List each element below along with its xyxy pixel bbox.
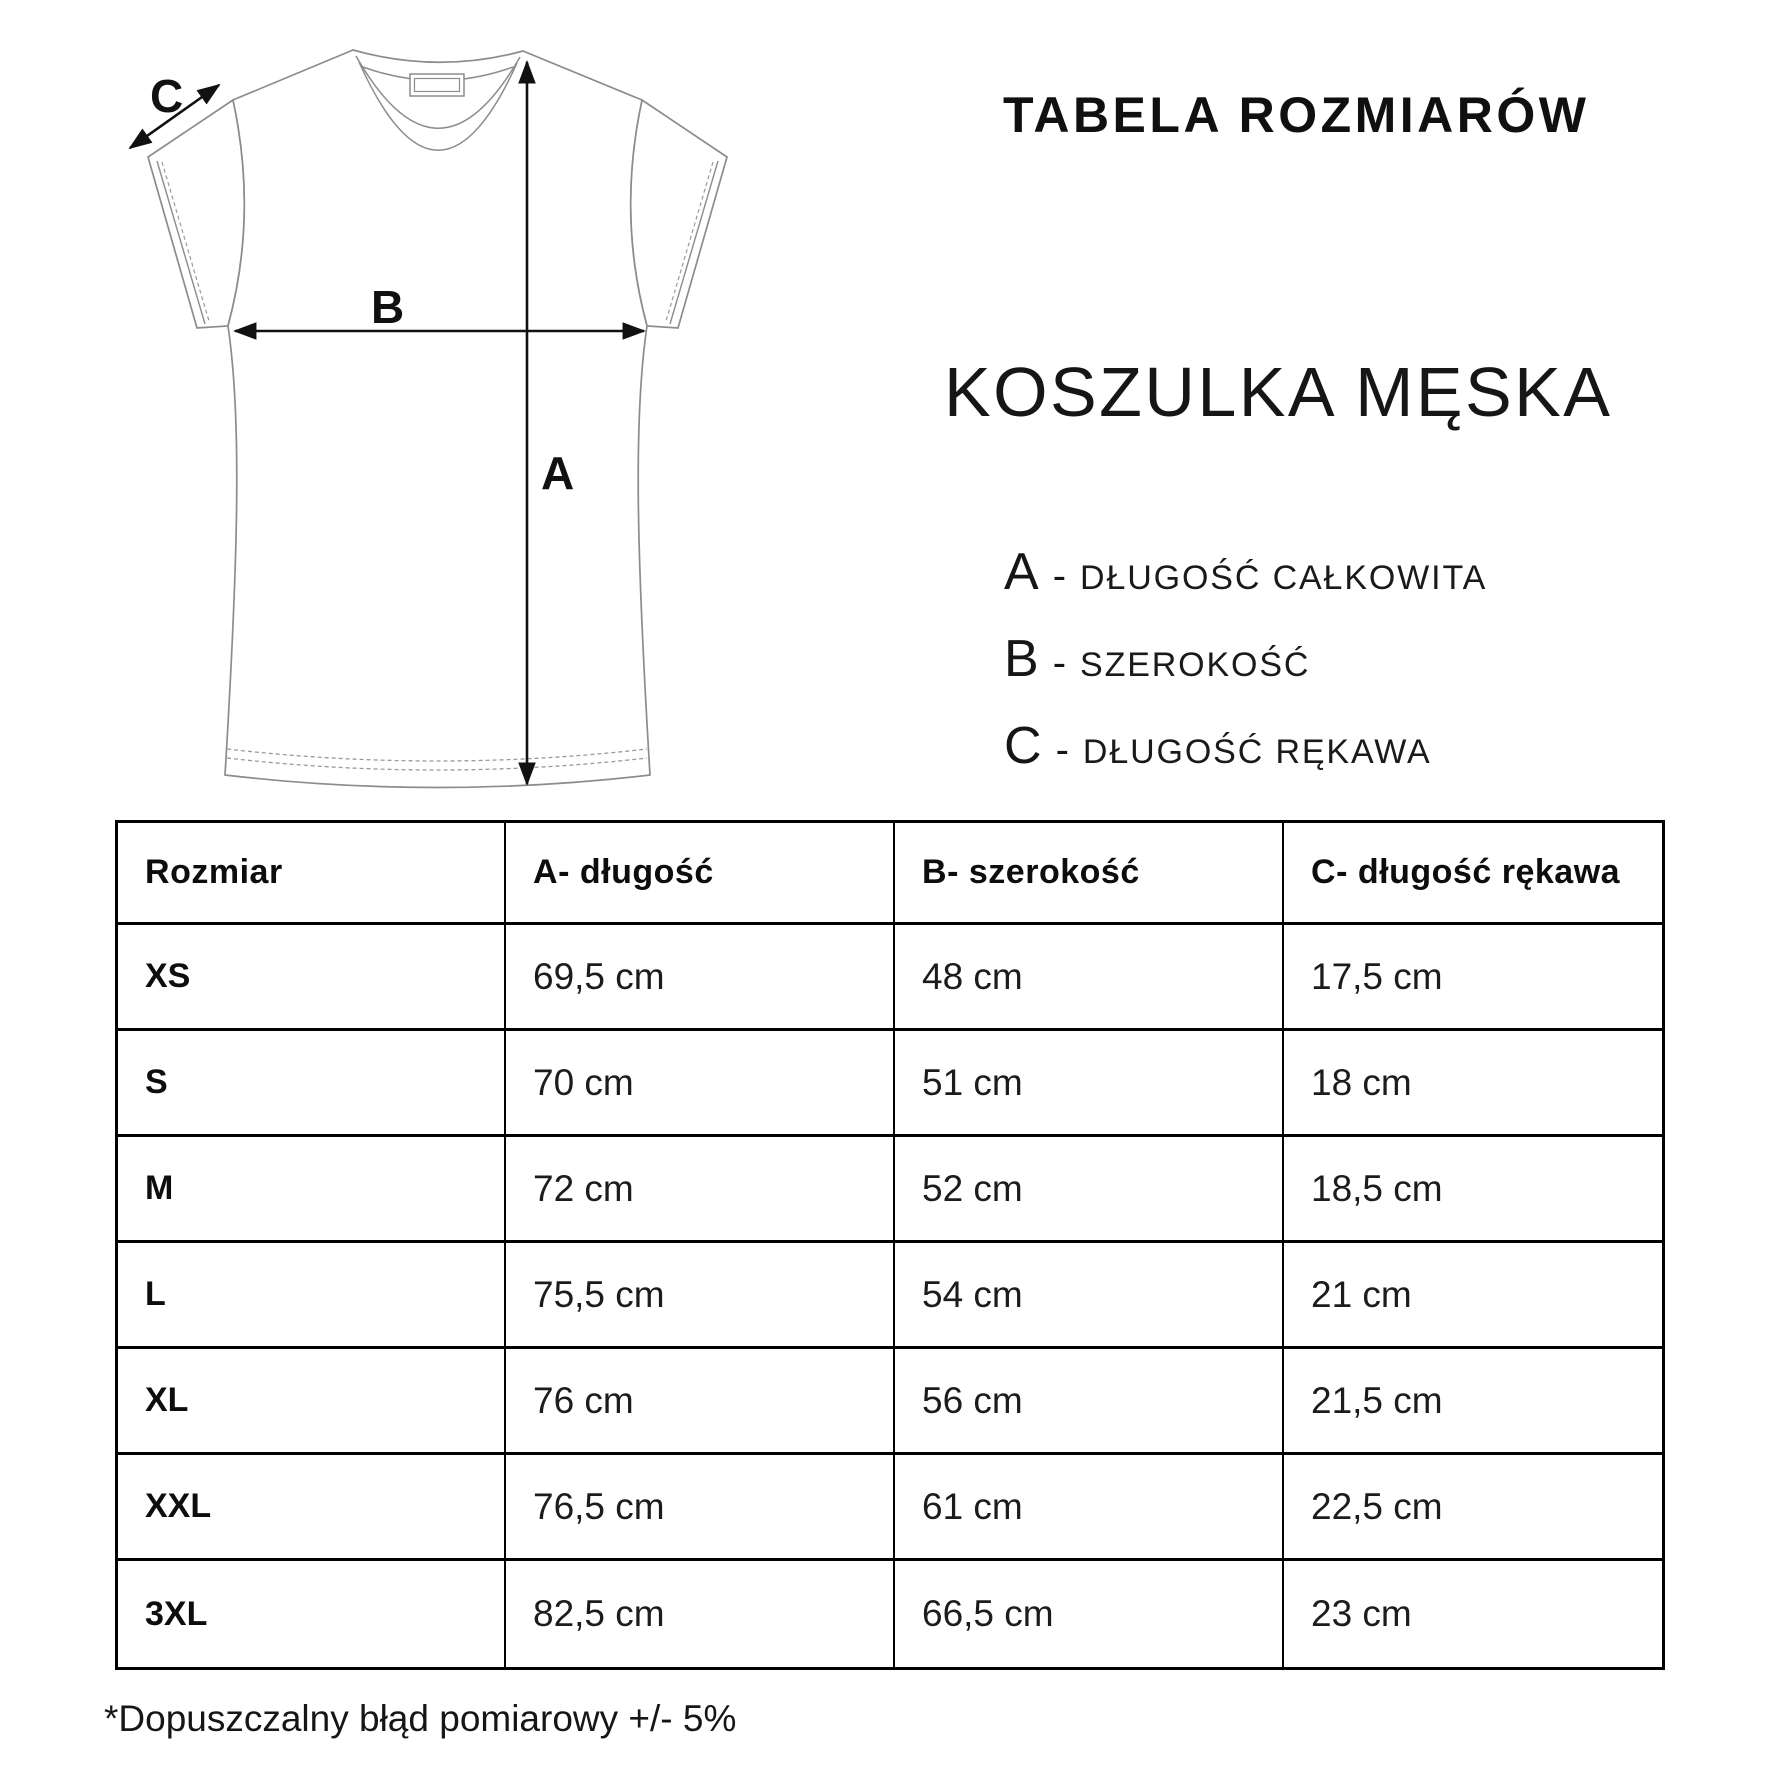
size-label: 3XL	[118, 1561, 506, 1667]
column-header-b-szerokosc: B- szerokość	[895, 823, 1284, 925]
b-width-value: 52 cm	[895, 1137, 1284, 1243]
a-length-value: 76 cm	[506, 1349, 895, 1455]
diagram-label-c: C	[150, 70, 184, 122]
column-header-rozmiar: Rozmiar	[118, 823, 506, 925]
a-length-value: 76,5 cm	[506, 1455, 895, 1561]
size-label: XL	[118, 1349, 506, 1455]
a-length-value: 75,5 cm	[506, 1243, 895, 1349]
b-width-value: 66,5 cm	[895, 1561, 1284, 1667]
c-sleeve-value: 17,5 cm	[1284, 925, 1662, 1031]
a-length-value: 70 cm	[506, 1031, 895, 1137]
legend-dash: -	[1052, 641, 1067, 685]
legend-label: DŁUGOŚĆ CAŁKOWITA	[1080, 559, 1488, 597]
column-header-a-dlugosc: A- długość	[506, 823, 895, 925]
a-length-value: 72 cm	[506, 1137, 895, 1243]
legend-label: DŁUGOŚĆ RĘKAWA	[1082, 733, 1432, 771]
size-label: XXL	[118, 1455, 506, 1561]
measurement-legend	[1004, 543, 1488, 807]
legend-dash: -	[1052, 554, 1067, 598]
b-width-value: 51 cm	[895, 1031, 1284, 1137]
page-title: TABELA ROZMIARÓW	[1003, 87, 1590, 143]
legend-item-b	[1004, 630, 1487, 720]
c-sleeve-value: 22,5 cm	[1284, 1455, 1662, 1561]
tshirt-body-outline	[225, 50, 650, 788]
c-sleeve-value: 18 cm	[1284, 1031, 1662, 1137]
legend-letter: A	[1004, 543, 1039, 601]
legend-item-c	[1004, 717, 1487, 807]
size-label: M	[118, 1137, 506, 1243]
size-label: S	[118, 1031, 506, 1137]
product-title: KOSZULKA MĘSKA	[944, 353, 1613, 431]
legend-dash: -	[1055, 728, 1069, 772]
legend-label: SZEROKOŚĆ	[1080, 646, 1311, 684]
a-length-value: 69,5 cm	[506, 925, 895, 1031]
c-sleeve-value: 18,5 cm	[1284, 1137, 1662, 1243]
c-sleeve-value: 23 cm	[1311, 1593, 1412, 1634]
diagram-label-a: A	[541, 447, 575, 499]
legend-item-a	[1004, 543, 1488, 633]
b-width-value: 61 cm	[895, 1455, 1284, 1561]
legend-letter: B	[1004, 630, 1039, 688]
size-label: L	[118, 1243, 506, 1349]
column-header-c-dlugosc-rekawa: C- długość rękawa	[1284, 823, 1662, 925]
diagram-label-b: B	[371, 281, 405, 333]
neck-label-tag	[410, 74, 464, 96]
a-length-value: 82,5 cm	[506, 1561, 895, 1667]
c-sleeve-value: 21 cm	[1284, 1243, 1662, 1349]
tshirt-measurement-diagram	[55, 15, 845, 815]
b-width-value: 54 cm	[895, 1243, 1284, 1349]
b-width-value: 56 cm	[895, 1349, 1284, 1455]
size-table	[115, 820, 1665, 1670]
legend-letter: C	[1004, 717, 1042, 775]
b-width-value: 48 cm	[895, 925, 1284, 1031]
c-sleeve-value: 21,5 cm	[1284, 1349, 1662, 1455]
size-label: XS	[118, 925, 506, 1031]
measurement-tolerance-note: *Dopuszczalny błąd pomiarowy +/- 5%	[104, 1698, 737, 1739]
